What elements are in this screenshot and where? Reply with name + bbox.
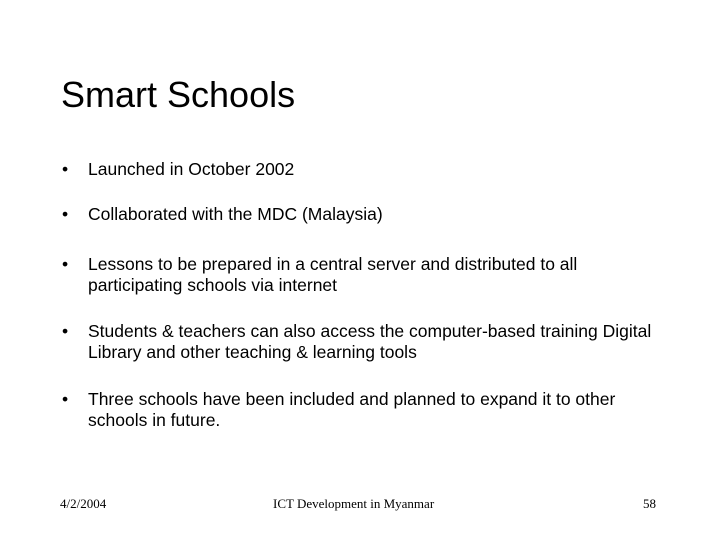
footer-date: 4/2/2004 <box>60 496 107 511</box>
bullet-text: Lessons to be prepared in a central server and distributed to all participating schools via internet <box>88 254 578 295</box>
bullet-marker: • <box>62 389 69 409</box>
bullet-item <box>62 204 662 225</box>
bullet-text: Collaborated with the MDC (Malaysia) <box>88 204 383 224</box>
slide-title: Smart Schools <box>61 74 296 115</box>
page-number: 58 <box>643 496 656 511</box>
bullet-item <box>62 254 662 296</box>
bullet-marker: • <box>62 204 69 224</box>
bullet-text: Students & teachers can also access the computer-based training Digital Library and other teaching & learning tools <box>88 321 652 362</box>
bullet-item <box>62 159 662 180</box>
bullet-text: Three schools have been included and planned to expand it to other schools in future. <box>88 389 616 430</box>
bullet-marker: • <box>62 254 69 274</box>
bullet-text: Launched in October 2002 <box>88 159 295 179</box>
bullet-item <box>62 389 662 431</box>
bullet-marker: • <box>62 159 69 179</box>
bullet-item <box>62 321 662 363</box>
footer-title: ICT Development in Myanmar <box>273 496 435 511</box>
bullet-marker: • <box>62 321 69 341</box>
